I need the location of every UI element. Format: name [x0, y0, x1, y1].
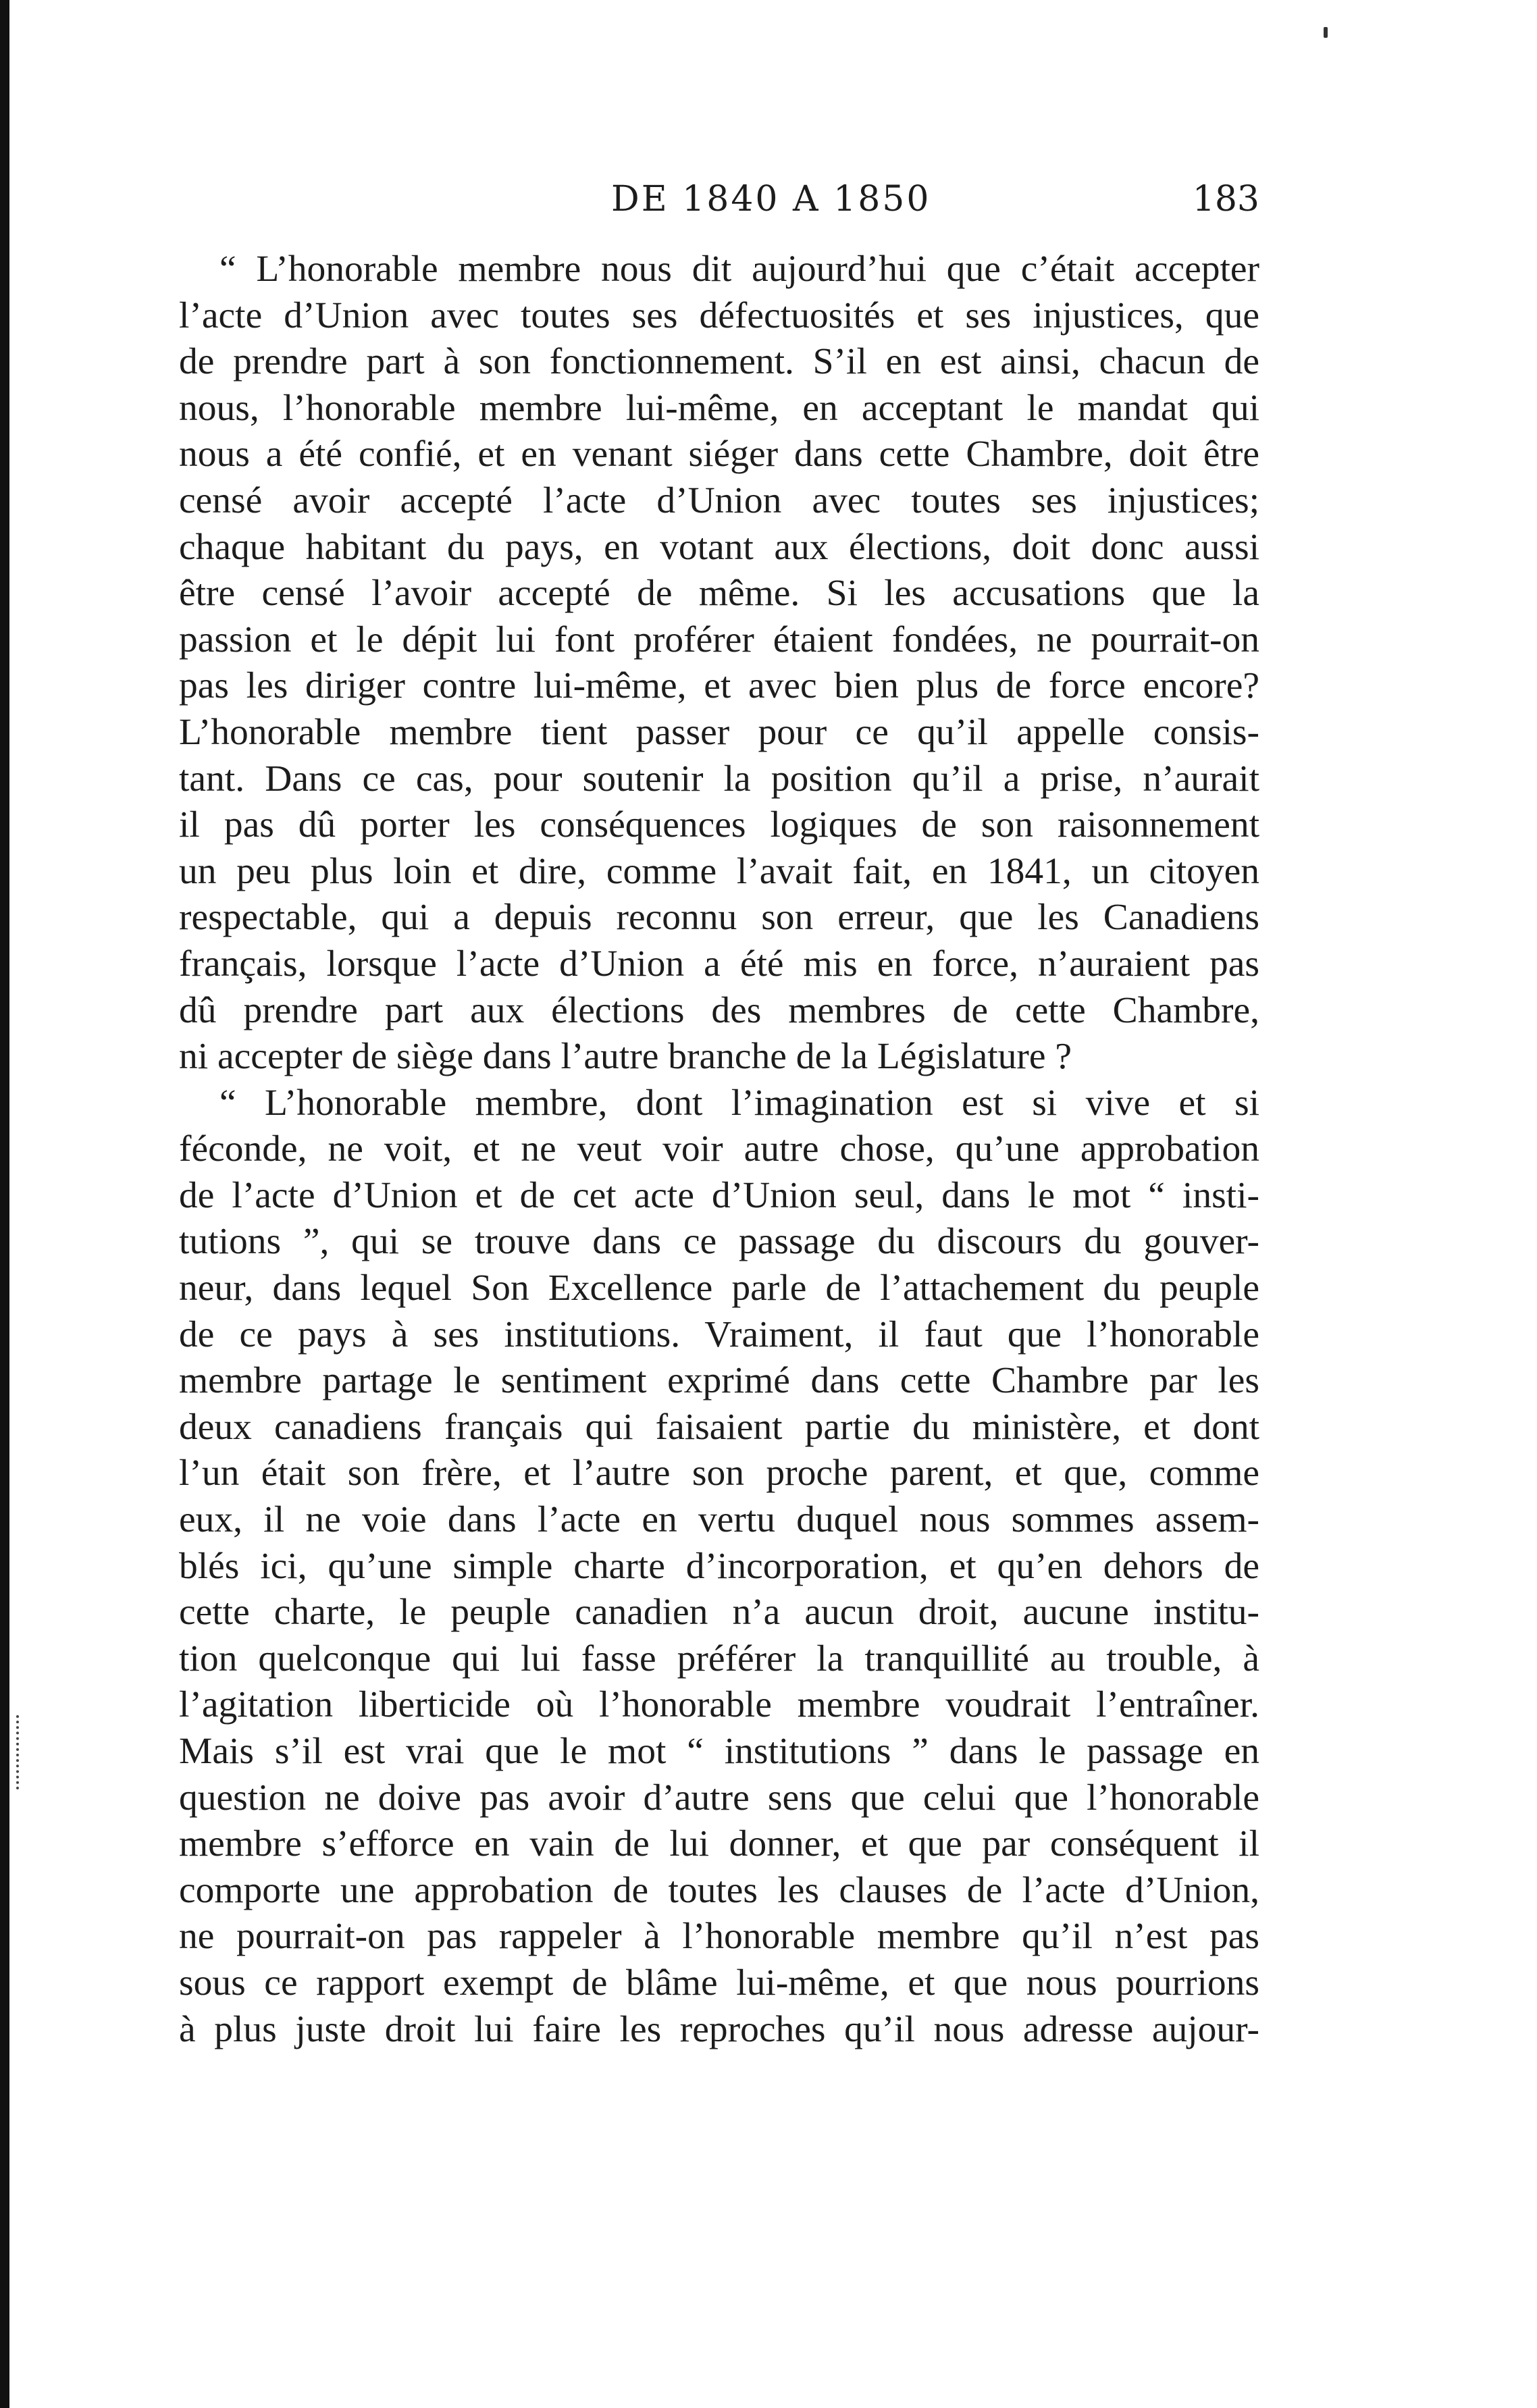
text-line: tion quelconque qui lui fasse préférer la tranquillité au trouble, à: [179, 1638, 1259, 1679]
text-line: il pas dû porter les conséquences logiques de son raisonnement: [179, 804, 1259, 846]
text-line: respectable, qui a depuis reconnu son erreur, que les Canadiens: [179, 897, 1259, 939]
text-line: de ce pays à ses institutions. Vraiment, il faut que l’honorable: [179, 1313, 1259, 1355]
running-head: DE 1840 A 1850: [611, 179, 931, 219]
text-line: membre partage le sentiment exprimé dans cette Chambre par les: [179, 1360, 1259, 1402]
text-line: L’honorable membre tient passer pour ce qu’il appelle consis-: [179, 711, 1259, 753]
text-line: pas les diriger contre lui-même, et avec bien plus de force encore?: [179, 665, 1259, 707]
text-line: l’acte d’Union avec toutes ses défectuosités et ses injustices, que: [179, 294, 1259, 336]
text-line: comporte une approbation de toutes les clauses de l’acte d’Union,: [179, 1869, 1259, 1911]
text-line: tant. Dans ce cas, pour soutenir la position qu’il a prise, n’aurait: [179, 758, 1259, 800]
text-line: question ne doive pas avoir d’autre sens que celui que l’honorable: [179, 1777, 1259, 1818]
text-line: ni accepter de siège dans l’autre branche de la Législature ?: [179, 1036, 1072, 1078]
text-line: de prendre part à son fonctionnement. S’il en est ainsi, chacun de: [179, 341, 1259, 383]
text-line: féconde, ne voit, et ne veut voir autre chose, qu’une approbation: [179, 1128, 1259, 1170]
page-header: [179, 179, 1259, 226]
scan-edge-shadow: [0, 0, 9, 2408]
text-line: ne pourrait-on pas rappeler à l’honorable membre qu’il n’est pas: [179, 1916, 1259, 1958]
text-line: eux, il ne voie dans l’acte en vertu duquel nous sommes assem-: [179, 1499, 1259, 1541]
body-text: [179, 246, 1259, 2053]
text-line: dû prendre part aux élections des membres de cette Chambre,: [179, 989, 1259, 1031]
text-line: censé avoir accepté l’acte d’Union avec toutes ses injustices;: [179, 479, 1259, 521]
text-line: Mais s’il est vrai que le mot “ institutions ” dans le passage en: [179, 1731, 1259, 1772]
margin-marks: [16, 1715, 22, 1789]
text-line: français, lorsque l’acte d’Union a été mis en force, n’auraient pas: [179, 943, 1259, 985]
text-line: blés ici, qu’une simple charte d’incorporation, et qu’en dehors de: [179, 1545, 1259, 1587]
page-number: 183: [1192, 179, 1259, 219]
text-line: neur, dans lequel Son Excellence parle de l’attachement du peuple: [179, 1267, 1259, 1309]
text-line: sous ce rapport exempt de blâme lui-même, et que nous pourrions: [179, 1962, 1259, 2004]
text-line: un peu plus loin et dire, comme l’avait fait, en 1841, un citoyen: [179, 850, 1259, 892]
text-line: nous a été confié, et en venant siéger dans cette Chambre, doit être: [179, 434, 1259, 475]
text-line: l’un était son frère, et l’autre son proche parent, et que, comme: [179, 1452, 1259, 1494]
text-line: deux canadiens français qui faisaient partie du ministère, et dont: [179, 1406, 1259, 1448]
text-line: “ L’honorable membre nous dit aujourd’hui que c’était accepter: [219, 248, 1259, 290]
text-line: “ L’honorable membre, dont l’imagination est si vive et si: [219, 1082, 1259, 1124]
text-line: à plus juste droit lui faire les reproches qu’il nous adresse aujour-: [179, 2008, 1259, 2050]
text-line: cette charte, le peuple canadien n’a aucun droit, aucune institu-: [179, 1592, 1259, 1633]
text-line: l’agitation liberticide où l’honorable membre voudrait l’entraîner.: [179, 1684, 1259, 1726]
text-line: nous, l’honorable membre lui-même, en acceptant le mandat qui: [179, 387, 1259, 429]
text-line: de l’acte d’Union et de cet acte d’Union seul, dans le mot “ insti-: [179, 1174, 1259, 1216]
text-line: passion et le dépit lui font proférer étaient fondées, ne pourrait-on: [179, 619, 1259, 660]
ink-speck: [1324, 27, 1328, 38]
text-line: membre s’efforce en vain de lui donner, et que par conséquent il: [179, 1823, 1259, 1865]
text-line: être censé l’avoir accepté de même. Si les accusations que la: [179, 573, 1259, 614]
text-line: chaque habitant du pays, en votant aux élections, doit donc aussi: [179, 526, 1259, 568]
text-line: tutions ”, qui se trouve dans ce passage du discours du gouver-: [179, 1221, 1259, 1263]
